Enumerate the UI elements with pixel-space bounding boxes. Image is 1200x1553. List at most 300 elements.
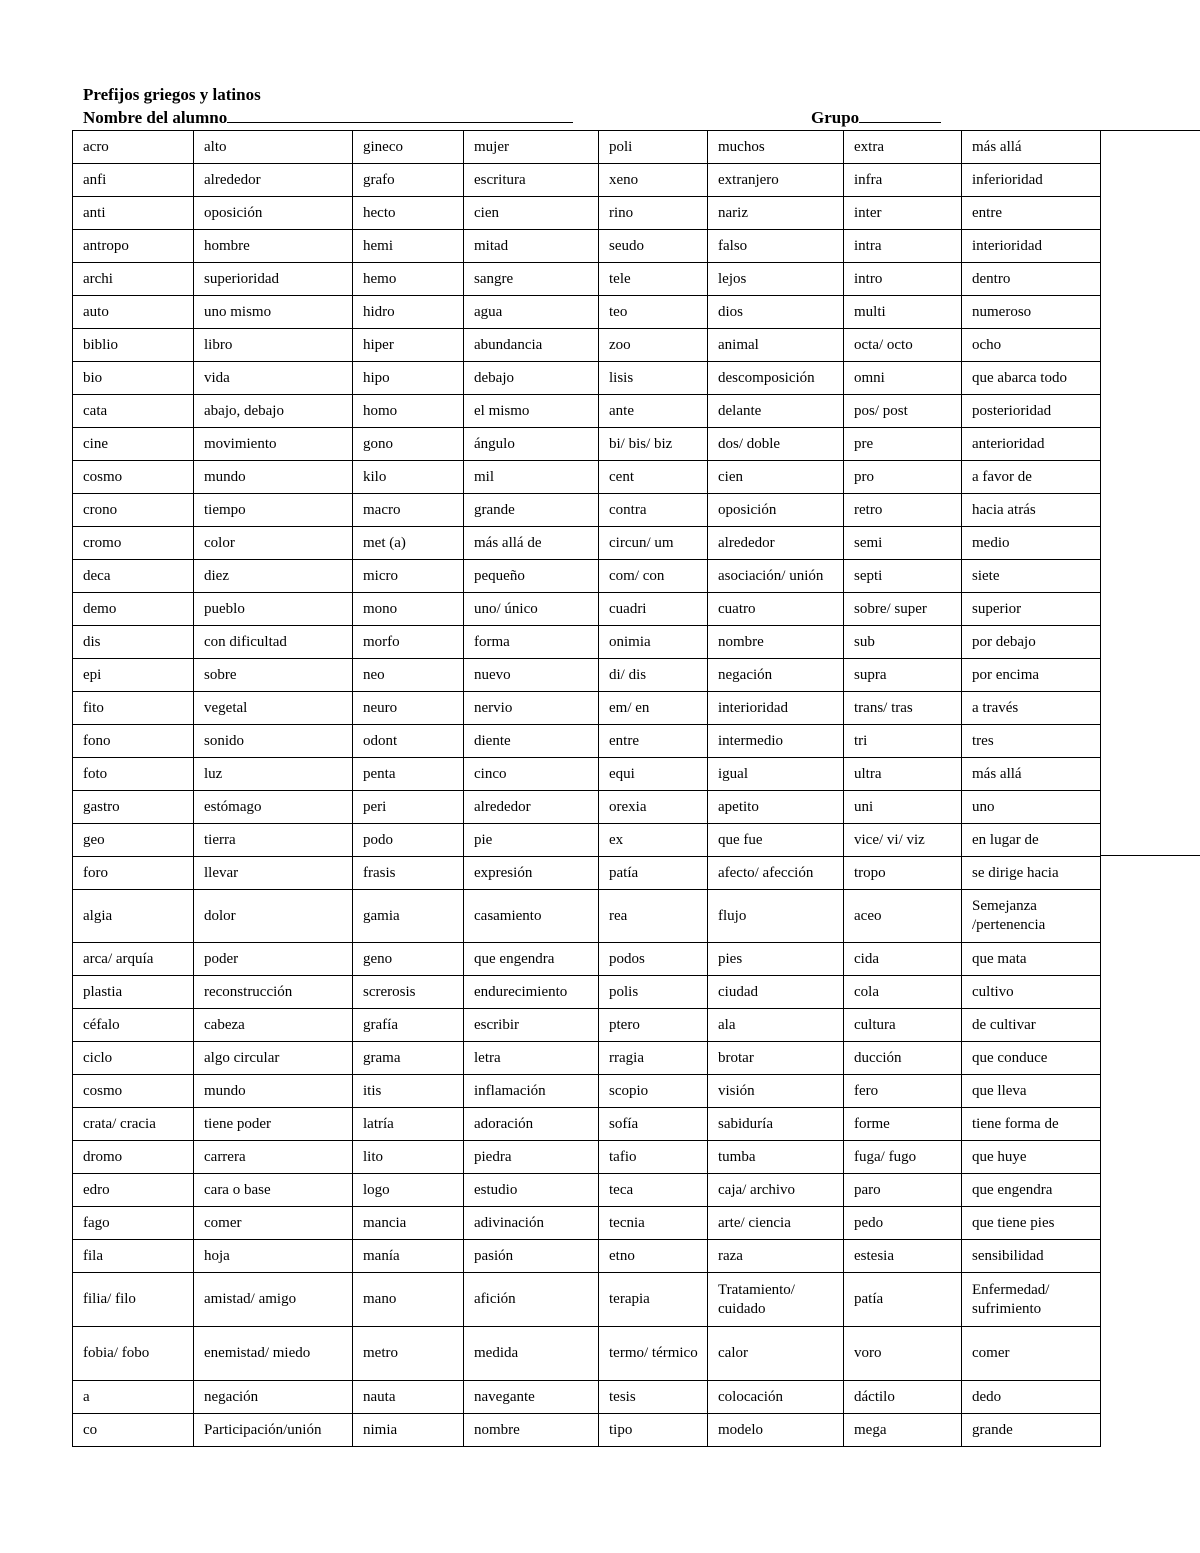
section-rule-extension (1100, 855, 1200, 856)
table-row (73, 725, 1101, 758)
student-name-label: Nombre del alumno (83, 108, 228, 127)
table-cell-latin-meaning: superior (962, 593, 1101, 626)
table-cell-prefix-3: cuadri (599, 593, 708, 626)
header-rule-extension (1100, 130, 1200, 131)
table-cell-greek-prefix: crata/ cracia (73, 1108, 194, 1141)
table-cell-prefix-3: orexia (599, 791, 708, 824)
table-cell-latin-meaning: anterioridad (962, 428, 1101, 461)
table-cell-meaning-3: ala (708, 1009, 844, 1042)
table-row (73, 1273, 1101, 1327)
table-cell-greek-prefix: cine (73, 428, 194, 461)
table-cell-greek-meaning: uno mismo (194, 296, 353, 329)
table-cell-latin-prefix: fuga/ fugo (844, 1141, 962, 1174)
table-row (73, 857, 1101, 890)
table-cell-greek-meaning-2: diente (464, 725, 599, 758)
table-cell-greek-prefix-2: odont (353, 725, 464, 758)
table-cell-greek-prefix: acro (73, 131, 194, 164)
table-cell-greek-prefix: cosmo (73, 461, 194, 494)
table-cell-greek-prefix-2: mancia (353, 1207, 464, 1240)
table-cell-prefix-3: teca (599, 1174, 708, 1207)
table-cell-latin-prefix: mega (844, 1414, 962, 1447)
table-cell-latin-meaning: en lugar de (962, 824, 1101, 857)
table-cell-greek-meaning-2: cien (464, 197, 599, 230)
table-cell-meaning-3: lejos (708, 263, 844, 296)
table-cell-latin-prefix: ducción (844, 1042, 962, 1075)
table-cell-meaning-3: caja/ archivo (708, 1174, 844, 1207)
table-cell-prefix-3: tesis (599, 1381, 708, 1414)
table-cell-greek-meaning: poder (194, 943, 353, 976)
table-cell-latin-prefix: infra (844, 164, 962, 197)
table-cell-latin-prefix: forme (844, 1108, 962, 1141)
table-cell-meaning-3: animal (708, 329, 844, 362)
group-blank[interactable] (859, 108, 941, 123)
table-cell-meaning-3: pies (708, 943, 844, 976)
table-row (73, 1240, 1101, 1273)
table-cell-greek-meaning: movimiento (194, 428, 353, 461)
table-cell-greek-prefix: anti (73, 197, 194, 230)
table-cell-greek-prefix: co (73, 1414, 194, 1447)
table-cell-latin-meaning: cultivo (962, 976, 1101, 1009)
table-cell-prefix-3: tipo (599, 1414, 708, 1447)
table-cell-greek-prefix-2: geno (353, 943, 464, 976)
table-cell-meaning-3: modelo (708, 1414, 844, 1447)
group-field[interactable] (811, 108, 941, 128)
table-cell-greek-prefix-2: hiper (353, 329, 464, 362)
table-cell-meaning-3: tumba (708, 1141, 844, 1174)
table-cell-greek-meaning: enemistad/ miedo (194, 1327, 353, 1381)
table-cell-greek-meaning-2: mujer (464, 131, 599, 164)
page-title: Prefijos griegos y latinos (83, 85, 261, 104)
table-cell-meaning-3: dos/ doble (708, 428, 844, 461)
table-cell-latin-meaning: que mata (962, 943, 1101, 976)
table-cell-greek-prefix: archi (73, 263, 194, 296)
table-cell-greek-meaning: pueblo (194, 593, 353, 626)
table-cell-prefix-3: em/ en (599, 692, 708, 725)
table-cell-greek-meaning-2: uno/ único (464, 593, 599, 626)
table-cell-greek-prefix-2: homo (353, 395, 464, 428)
table-cell-latin-prefix: supra (844, 659, 962, 692)
table-cell-greek-prefix-2: neo (353, 659, 464, 692)
table-cell-greek-meaning: sonido (194, 725, 353, 758)
table-row (73, 659, 1101, 692)
table-cell-greek-prefix-2: mono (353, 593, 464, 626)
table-cell-greek-prefix: antropo (73, 230, 194, 263)
table-cell-prefix-3: etno (599, 1240, 708, 1273)
table-cell-meaning-3: Tratamiento/ cuidado (708, 1273, 844, 1327)
table-cell-greek-meaning-2: agua (464, 296, 599, 329)
prefix-table (72, 130, 1101, 1447)
table-row (73, 197, 1101, 230)
table-cell-greek-meaning-2: adoración (464, 1108, 599, 1141)
table-cell-greek-prefix-2: peri (353, 791, 464, 824)
table-cell-greek-prefix: bio (73, 362, 194, 395)
student-name-blank[interactable] (227, 108, 573, 123)
table-cell-greek-prefix: auto (73, 296, 194, 329)
table-cell-greek-prefix-2: hipo (353, 362, 464, 395)
group-label: Grupo (811, 108, 860, 127)
table-cell-greek-meaning: hombre (194, 230, 353, 263)
table-row (73, 527, 1101, 560)
table-cell-greek-meaning: Participación/unión (194, 1414, 353, 1447)
table-cell-greek-prefix: anfi (73, 164, 194, 197)
table-cell-latin-meaning: inferioridad (962, 164, 1101, 197)
table-cell-latin-prefix: trans/ tras (844, 692, 962, 725)
table-cell-prefix-3: polis (599, 976, 708, 1009)
table-cell-greek-prefix: fito (73, 692, 194, 725)
table-cell-latin-prefix: sub (844, 626, 962, 659)
table-cell-prefix-3: rea (599, 890, 708, 943)
table-row (73, 1108, 1101, 1141)
table-cell-latin-meaning: que lleva (962, 1075, 1101, 1108)
table-cell-latin-prefix: omni (844, 362, 962, 395)
table-cell-latin-meaning: hacia atrás (962, 494, 1101, 527)
table-cell-latin-prefix: extra (844, 131, 962, 164)
table-row (73, 1075, 1101, 1108)
table-cell-greek-meaning-2: mitad (464, 230, 599, 263)
table-cell-greek-prefix-2: grafía (353, 1009, 464, 1042)
table-cell-latin-meaning: comer (962, 1327, 1101, 1381)
table-row (73, 131, 1101, 164)
table-cell-meaning-3: visión (708, 1075, 844, 1108)
table-cell-greek-meaning-2: pasión (464, 1240, 599, 1273)
table-cell-latin-meaning: ocho (962, 329, 1101, 362)
table-cell-greek-prefix-2: screrosis (353, 976, 464, 1009)
table-cell-latin-meaning: interioridad (962, 230, 1101, 263)
table-cell-prefix-3: tele (599, 263, 708, 296)
table-cell-prefix-3: sofía (599, 1108, 708, 1141)
table-cell-greek-prefix-2: nauta (353, 1381, 464, 1414)
table-cell-greek-prefix: a (73, 1381, 194, 1414)
table-cell-greek-meaning: llevar (194, 857, 353, 890)
table-row (73, 428, 1101, 461)
table-cell-greek-meaning-2: nervio (464, 692, 599, 725)
table-cell-greek-prefix: dis (73, 626, 194, 659)
table-cell-latin-prefix: vice/ vi/ viz (844, 824, 962, 857)
table-cell-latin-prefix: voro (844, 1327, 962, 1381)
table-cell-greek-prefix-2: mano (353, 1273, 464, 1327)
table-cell-greek-prefix: foro (73, 857, 194, 890)
table-cell-latin-meaning: siete (962, 560, 1101, 593)
table-cell-greek-meaning: oposición (194, 197, 353, 230)
table-cell-meaning-3: afecto/ afección (708, 857, 844, 890)
table-cell-greek-prefix: epi (73, 659, 194, 692)
table-cell-meaning-3: ciudad (708, 976, 844, 1009)
table-cell-greek-meaning: algo circular (194, 1042, 353, 1075)
table-cell-greek-prefix-2: kilo (353, 461, 464, 494)
table-cell-latin-meaning: que huye (962, 1141, 1101, 1174)
table-cell-meaning-3: extranjero (708, 164, 844, 197)
table-cell-greek-meaning-2: nuevo (464, 659, 599, 692)
table-cell-greek-meaning: carrera (194, 1141, 353, 1174)
table-cell-meaning-3: que fue (708, 824, 844, 857)
table-cell-prefix-3: patía (599, 857, 708, 890)
table-cell-greek-prefix-2: hecto (353, 197, 464, 230)
table-cell-prefix-3: equi (599, 758, 708, 791)
table-cell-meaning-3: nariz (708, 197, 844, 230)
table-cell-greek-prefix-2: lito (353, 1141, 464, 1174)
table-cell-greek-meaning: sobre (194, 659, 353, 692)
table-cell-latin-meaning: más allá (962, 758, 1101, 791)
table-cell-meaning-3: asociación/ unión (708, 560, 844, 593)
table-cell-greek-meaning: mundo (194, 1075, 353, 1108)
table-row (73, 230, 1101, 263)
table-cell-greek-meaning-2: abundancia (464, 329, 599, 362)
table-cell-latin-prefix: pre (844, 428, 962, 461)
table-cell-meaning-3: alrededor (708, 527, 844, 560)
table-cell-latin-meaning: entre (962, 197, 1101, 230)
table-cell-greek-meaning: diez (194, 560, 353, 593)
table-cell-prefix-3: zoo (599, 329, 708, 362)
table-cell-prefix-3: xeno (599, 164, 708, 197)
table-cell-greek-prefix: filia/ filo (73, 1273, 194, 1327)
table-cell-latin-prefix: multi (844, 296, 962, 329)
table-cell-greek-prefix-2: nimia (353, 1414, 464, 1447)
table-cell-greek-meaning: reconstrucción (194, 976, 353, 1009)
table-cell-greek-prefix: cosmo (73, 1075, 194, 1108)
table-cell-latin-meaning: Semejanza /pertenencia (962, 890, 1101, 943)
table-cell-latin-meaning: por debajo (962, 626, 1101, 659)
table-cell-greek-meaning: negación (194, 1381, 353, 1414)
table-cell-prefix-3: poli (599, 131, 708, 164)
table-cell-greek-meaning-2: el mismo (464, 395, 599, 428)
table-cell-latin-meaning: más allá (962, 131, 1101, 164)
table-row (73, 560, 1101, 593)
table-cell-prefix-3: terapia (599, 1273, 708, 1327)
table-row (73, 791, 1101, 824)
table-cell-meaning-3: flujo (708, 890, 844, 943)
table-cell-latin-prefix: ultra (844, 758, 962, 791)
table-cell-prefix-3: tecnia (599, 1207, 708, 1240)
table-cell-greek-meaning-2: cinco (464, 758, 599, 791)
table-cell-latin-prefix: cultura (844, 1009, 962, 1042)
table-cell-greek-meaning: color (194, 527, 353, 560)
table-cell-latin-prefix: patía (844, 1273, 962, 1327)
table-cell-greek-meaning-2: afición (464, 1273, 599, 1327)
table-cell-greek-meaning-2: estudio (464, 1174, 599, 1207)
table-cell-greek-meaning-2: más allá de (464, 527, 599, 560)
table-cell-prefix-3: rragia (599, 1042, 708, 1075)
table-cell-latin-prefix: cida (844, 943, 962, 976)
table-cell-latin-prefix: inter (844, 197, 962, 230)
table-cell-prefix-3: seudo (599, 230, 708, 263)
table-cell-meaning-3: apetito (708, 791, 844, 824)
table-row (73, 296, 1101, 329)
table-row (73, 1042, 1101, 1075)
table-cell-latin-meaning: medio (962, 527, 1101, 560)
table-cell-greek-meaning: superioridad (194, 263, 353, 296)
table-row (73, 494, 1101, 527)
table-cell-greek-prefix: fono (73, 725, 194, 758)
table-cell-greek-prefix-2: hemo (353, 263, 464, 296)
table-cell-greek-prefix-2: itis (353, 1075, 464, 1108)
table-cell-greek-prefix-2: gineco (353, 131, 464, 164)
table-cell-latin-prefix: tropo (844, 857, 962, 890)
table-cell-greek-meaning-2: sangre (464, 263, 599, 296)
table-cell-prefix-3: cent (599, 461, 708, 494)
table-cell-greek-prefix-2: gono (353, 428, 464, 461)
table-cell-greek-meaning-2: que engendra (464, 943, 599, 976)
table-cell-greek-prefix-2: frasis (353, 857, 464, 890)
table-cell-latin-meaning: tiene forma de (962, 1108, 1101, 1141)
table-cell-greek-meaning: vida (194, 362, 353, 395)
table-row (73, 329, 1101, 362)
table-cell-meaning-3: nombre (708, 626, 844, 659)
table-cell-greek-prefix-2: morfo (353, 626, 464, 659)
table-cell-latin-meaning: que engendra (962, 1174, 1101, 1207)
table-cell-meaning-3: igual (708, 758, 844, 791)
table-row (73, 593, 1101, 626)
table-row (73, 1414, 1101, 1447)
table-cell-greek-prefix-2: gamia (353, 890, 464, 943)
student-name-field[interactable] (83, 108, 573, 128)
table-row (73, 263, 1101, 296)
table-cell-greek-meaning-2: pequeño (464, 560, 599, 593)
table-row (73, 1207, 1101, 1240)
table-cell-prefix-3: di/ dis (599, 659, 708, 692)
table-cell-greek-prefix-2: macro (353, 494, 464, 527)
table-cell-greek-prefix: deca (73, 560, 194, 593)
table-cell-greek-meaning-2: piedra (464, 1141, 599, 1174)
table-cell-latin-prefix: intra (844, 230, 962, 263)
table-cell-greek-meaning: hoja (194, 1240, 353, 1273)
table-row (73, 976, 1101, 1009)
table-cell-greek-meaning: comer (194, 1207, 353, 1240)
table-cell-meaning-3: intermedio (708, 725, 844, 758)
table-cell-greek-meaning-2: escribir (464, 1009, 599, 1042)
table-cell-meaning-3: sabiduría (708, 1108, 844, 1141)
table-cell-latin-meaning: dedo (962, 1381, 1101, 1414)
table-cell-latin-prefix: aceo (844, 890, 962, 943)
table-cell-greek-meaning-2: expresión (464, 857, 599, 890)
table-cell-greek-meaning: estómago (194, 791, 353, 824)
table-cell-greek-prefix: fobia/ fobo (73, 1327, 194, 1381)
table-cell-latin-prefix: fero (844, 1075, 962, 1108)
table-cell-greek-meaning-2: alrededor (464, 791, 599, 824)
table-cell-prefix-3: circun/ um (599, 527, 708, 560)
table-cell-greek-prefix-2: met (a) (353, 527, 464, 560)
table-cell-greek-prefix: cromo (73, 527, 194, 560)
table-cell-latin-prefix: tri (844, 725, 962, 758)
table-cell-greek-prefix-2: hemi (353, 230, 464, 263)
table-cell-meaning-3: calor (708, 1327, 844, 1381)
table-cell-latin-meaning: tres (962, 725, 1101, 758)
table-row (73, 1009, 1101, 1042)
table-cell-latin-prefix: septi (844, 560, 962, 593)
table-cell-greek-meaning-2: casamiento (464, 890, 599, 943)
table-cell-latin-meaning: que conduce (962, 1042, 1101, 1075)
table-row (73, 1141, 1101, 1174)
table-cell-greek-meaning: abajo, debajo (194, 395, 353, 428)
table-cell-latin-prefix: semi (844, 527, 962, 560)
table-cell-latin-meaning: sensibilidad (962, 1240, 1101, 1273)
table-cell-meaning-3: cuatro (708, 593, 844, 626)
table-row (73, 824, 1101, 857)
table-cell-meaning-3: colocación (708, 1381, 844, 1414)
table-cell-greek-meaning: alto (194, 131, 353, 164)
table-cell-greek-meaning-2: adivinación (464, 1207, 599, 1240)
table-cell-greek-meaning: amistad/ amigo (194, 1273, 353, 1327)
table-row (73, 395, 1101, 428)
table-cell-greek-prefix: arca/ arquía (73, 943, 194, 976)
table-row (73, 164, 1101, 197)
table-cell-latin-prefix: pos/ post (844, 395, 962, 428)
table-cell-greek-meaning: luz (194, 758, 353, 791)
table-row (73, 362, 1101, 395)
table-cell-greek-prefix: plastia (73, 976, 194, 1009)
table-cell-greek-prefix-2: manía (353, 1240, 464, 1273)
table-cell-prefix-3: lisis (599, 362, 708, 395)
table-cell-greek-prefix: céfalo (73, 1009, 194, 1042)
table-cell-latin-meaning: por encima (962, 659, 1101, 692)
table-cell-meaning-3: delante (708, 395, 844, 428)
table-cell-greek-prefix: fila (73, 1240, 194, 1273)
table-cell-latin-meaning: que abarca todo (962, 362, 1101, 395)
table-cell-latin-prefix: intro (844, 263, 962, 296)
table-cell-meaning-3: raza (708, 1240, 844, 1273)
table-cell-latin-prefix: sobre/ super (844, 593, 962, 626)
table-cell-meaning-3: arte/ ciencia (708, 1207, 844, 1240)
table-cell-greek-meaning-2: forma (464, 626, 599, 659)
table-cell-greek-meaning: vegetal (194, 692, 353, 725)
table-cell-meaning-3: oposición (708, 494, 844, 527)
table-cell-greek-meaning: tierra (194, 824, 353, 857)
table-cell-meaning-3: negación (708, 659, 844, 692)
table-cell-greek-meaning-2: endurecimiento (464, 976, 599, 1009)
table-row (73, 1174, 1101, 1207)
table-cell-latin-prefix: paro (844, 1174, 962, 1207)
table-cell-prefix-3: ante (599, 395, 708, 428)
table-row (73, 943, 1101, 976)
table-cell-prefix-3: podos (599, 943, 708, 976)
table-cell-prefix-3: termo/ térmico (599, 1327, 708, 1381)
table-cell-latin-meaning: numeroso (962, 296, 1101, 329)
table-cell-greek-prefix: foto (73, 758, 194, 791)
table-cell-latin-meaning: a través (962, 692, 1101, 725)
table-cell-meaning-3: muchos (708, 131, 844, 164)
table-cell-greek-prefix-2: metro (353, 1327, 464, 1381)
table-cell-greek-prefix-2: latría (353, 1108, 464, 1141)
table-cell-greek-meaning-2: navegante (464, 1381, 599, 1414)
table-cell-greek-prefix-2: grama (353, 1042, 464, 1075)
table-cell-latin-prefix: retro (844, 494, 962, 527)
table-cell-latin-meaning: dentro (962, 263, 1101, 296)
table-cell-greek-prefix-2: podo (353, 824, 464, 857)
table-cell-meaning-3: brotar (708, 1042, 844, 1075)
table-cell-greek-meaning-2: medida (464, 1327, 599, 1381)
table-cell-greek-meaning-2: mil (464, 461, 599, 494)
table-cell-greek-meaning-2: pie (464, 824, 599, 857)
table-cell-latin-prefix: uni (844, 791, 962, 824)
table-row (73, 692, 1101, 725)
table-cell-latin-prefix: dáctilo (844, 1381, 962, 1414)
table-row (73, 461, 1101, 494)
table-cell-greek-prefix-2: hidro (353, 296, 464, 329)
table-cell-meaning-3: descomposición (708, 362, 844, 395)
table-cell-latin-meaning: que tiene pies (962, 1207, 1101, 1240)
table-cell-latin-prefix: estesia (844, 1240, 962, 1273)
table-cell-greek-prefix: crono (73, 494, 194, 527)
table-cell-greek-meaning-2: grande (464, 494, 599, 527)
table-cell-prefix-3: com/ con (599, 560, 708, 593)
table-cell-latin-meaning: Enfermedad/ sufrimiento (962, 1273, 1101, 1327)
table-cell-greek-prefix-2: grafo (353, 164, 464, 197)
table-cell-latin-meaning: posterioridad (962, 395, 1101, 428)
table-row (73, 1327, 1101, 1381)
table-cell-greek-meaning-2: letra (464, 1042, 599, 1075)
table-cell-greek-meaning-2: debajo (464, 362, 599, 395)
table-cell-greek-meaning-2: ángulo (464, 428, 599, 461)
table-cell-latin-prefix: cola (844, 976, 962, 1009)
